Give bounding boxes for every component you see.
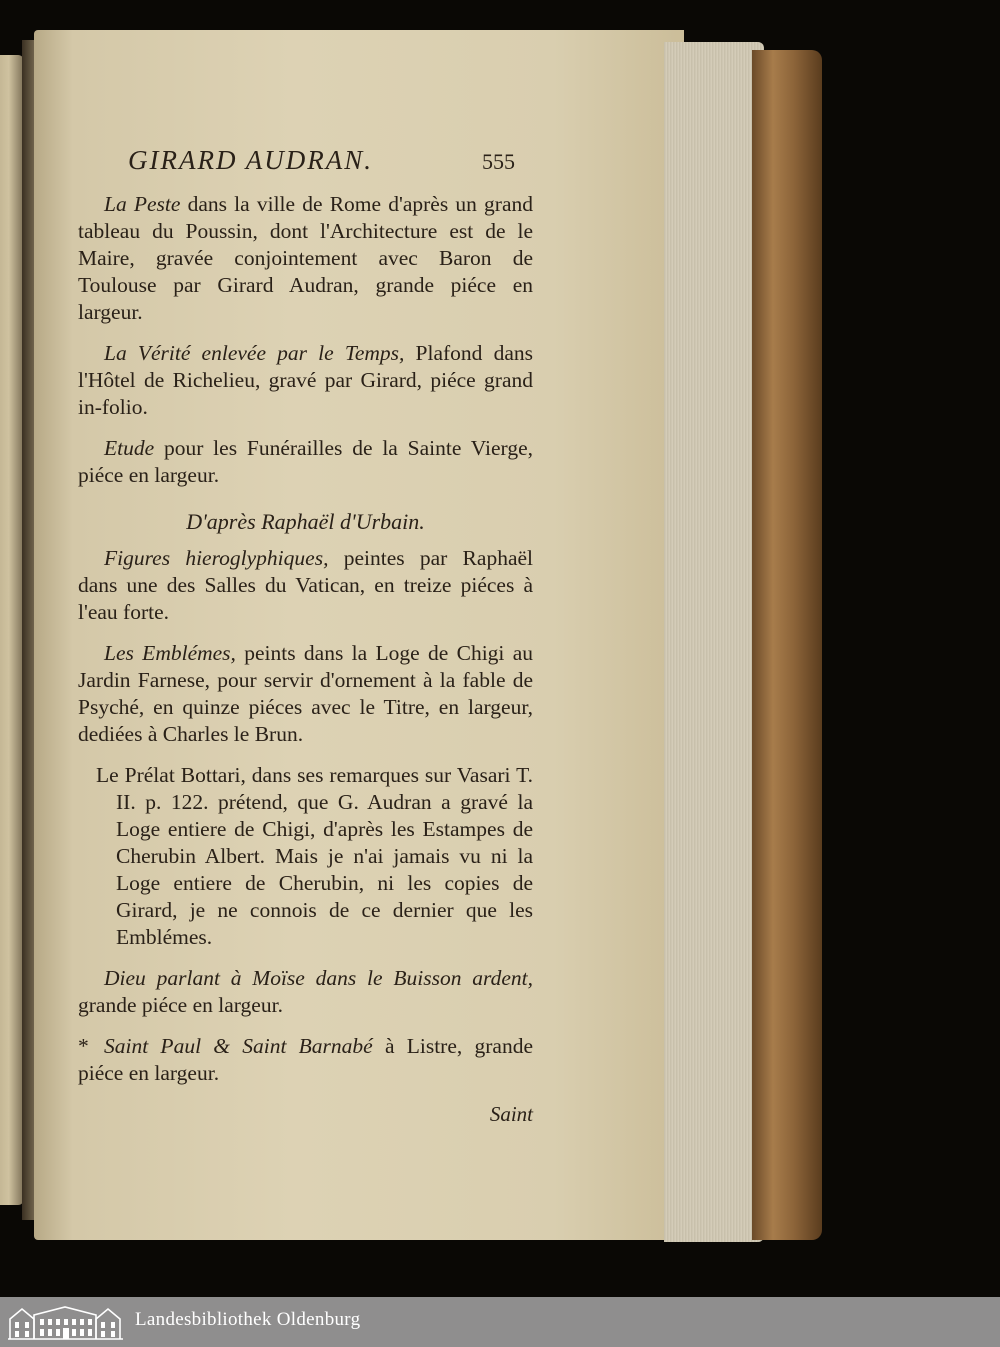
paragraph-title: Saint Paul & Saint Barnabé	[104, 1034, 373, 1058]
book-cover-edge	[752, 50, 822, 1240]
running-head: GIRARD AUDRAN.	[128, 145, 373, 175]
star-marker: *	[78, 1034, 89, 1058]
section-heading: D'après Raphaël d'Urbain.	[186, 509, 425, 534]
paragraph	[78, 340, 533, 421]
paragraph-title: La Peste	[104, 192, 181, 216]
paragraph	[78, 435, 533, 489]
page-text	[78, 145, 533, 1128]
starred-paragraph	[78, 1033, 533, 1087]
paragraph	[78, 545, 533, 626]
paragraph-title: Etude	[104, 436, 155, 460]
library-building-icon	[8, 1305, 123, 1341]
paragraph	[78, 640, 533, 748]
paragraph-body: à Listre, grande piéce en largeur.	[78, 1034, 533, 1085]
library-name: Landesbibliothek Oldenburg	[135, 1309, 361, 1330]
paragraph-body: peintes par Raphaël dans une des Salles du Vatican, en treize piéces à l'eau forte.	[78, 546, 533, 624]
paragraph-body: peints dans la Loge de Chigi au Jardin Farnese, pour servir d'ornement à la fable de Psyché, en quinze piéces avec le Titre, en largeur, dediées à Charles le Brun.	[78, 641, 533, 746]
paragraph	[78, 191, 533, 326]
catchword: Saint	[489, 1102, 533, 1126]
paragraph-body: Plafond dans l'Hôtel de Richelieu, gravé par Girard, piéce grand in-folio.	[78, 341, 533, 419]
paragraph-title: Figures hieroglyphiques,	[104, 546, 329, 570]
library-footer	[0, 1297, 1000, 1347]
paragraph-title: Les Emblémes,	[104, 641, 236, 665]
paragraph	[78, 965, 533, 1019]
paragraph-title: Dieu parlant à Moïse dans le Buisson ardent,	[104, 966, 533, 990]
paragraph-body: pour les Funérailles de la Sainte Vierge, piéce en largeur.	[78, 436, 533, 487]
note-paragraph: Le Prélat Bottari, dans ses remarques sur Vasari T. II. p. 122. prétend, que G. Audran a gravé la Loge entiere de Chigi, d'après les Estampes de Cherubin Albert. Mais je n'ai jamais vu ni la Loge entiere de Cherubin, ni les copies de Girard, je ne connois de ce dernier que les Emblémes.	[96, 763, 533, 949]
paragraph-body: grande piéce en largeur.	[78, 993, 283, 1017]
paragraph-title: La Vérité enlevée par le Temps,	[104, 341, 405, 365]
page-number: 555	[482, 149, 515, 174]
page-header	[78, 145, 533, 191]
page-edges	[664, 42, 764, 1242]
left-page-edge	[0, 55, 24, 1205]
paragraph-body: dans la ville de Rome d'après un grand tableau du Poussin, dont l'Architecture est de le Maire, gravée conjointement avec Baron de Toulouse par Girard Audran, grande piéce en largeur.	[78, 192, 533, 324]
